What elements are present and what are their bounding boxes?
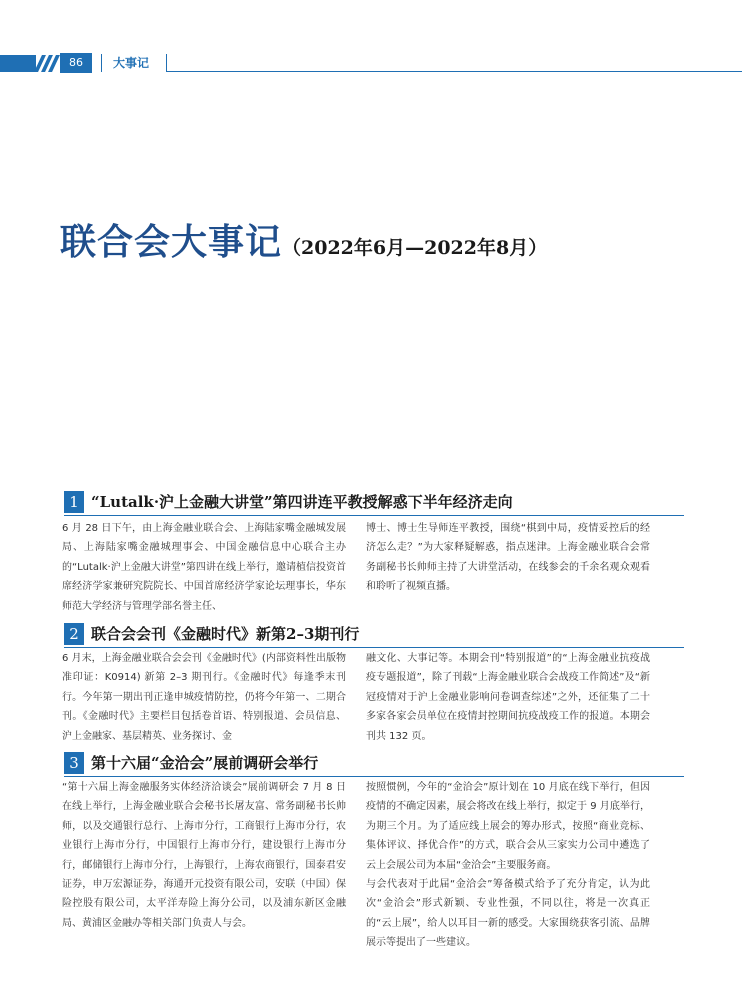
section-1-right-column — [366, 519, 650, 597]
section-2-left-column — [62, 649, 346, 746]
header-divider — [166, 54, 167, 72]
paragraph: 博士、博士生导师连平教授，围绕“棋到中局，疫情妥控后的经济怎么走？”为大家释疑解惑，指点迷津。上海金融业联合会常务副秘书长帅师主持了大讲堂活动，在线参会的千余名观众观看和聆听了视频直播。 — [366, 523, 650, 593]
section-rule — [64, 515, 684, 516]
section-rule — [64, 647, 684, 648]
section-rule — [64, 776, 684, 777]
section-3-left-column — [62, 778, 346, 933]
section-2-right-column — [366, 649, 650, 746]
section-title: 第十六届“金洽会”展前调研会举行 — [91, 754, 319, 772]
header-section-title: 大事记 — [113, 56, 150, 70]
page-number: 86 — [60, 53, 92, 73]
section-number: 1 — [64, 491, 84, 513]
page-header — [0, 50, 742, 76]
header-divider — [101, 54, 102, 72]
page-title-date-range: （2022年6月—2022年8月） — [282, 237, 548, 259]
section-1-left-column — [62, 519, 346, 616]
section-title: 联合会会刊《金融时代》新第2–3期刊行 — [91, 625, 360, 643]
section-1-heading — [64, 491, 684, 517]
section-title: “Lutalk·沪上金融大讲堂”第四讲连平教授解惑下半年经济走向 — [91, 493, 513, 511]
paragraph: “第十六届上海金融服务实体经济洽谈会”展前调研会 7 月 8 日在线上举行，上海金融业联合会秘书长屠友富、常务副秘书长帅师，以及交通银行总行、上海市分行，工商银行上海市分行，农业银行上海市分行，中国银行上海市分行，建设银行上海市分行，邮储银行上海市分行，上海银行，上海农商银行，国泰君安证券，申万宏源证券，海通开元投资有限公司，安联（中国）保险控股有限公司，太平洋寿险上海分公司，以及浦东新区金融局、黄浦区金融办等相关部门负责人与会。 — [62, 782, 346, 929]
header-rule — [166, 71, 742, 72]
paragraph: 6 月 28 日下午，由上海金融业联合会、上海陆家嘴金融城发展局、上海陆家嘴金融城理事会、中国金融信息中心联合主办的“Lutalk·沪上金融大讲堂”第四讲在线上举行，邀请植信投资首席经济学家兼研究院院长、中国首席经济学家论坛理事长，华东师范大学经济与管理学部名誉主任、 — [62, 523, 346, 612]
paragraph: 按照惯例，今年的“金洽会”原计划在 10 月底在线下举行，但因疫情的不确定因素，展会将改在线上举行，拟定于 9 月底举行，为期三个月。为了适应线上展会的筹办形式，按照“商业竞标、集体评议、择优合作”的方式，联合会从三家实力公司中遴选了云上会展公司为本届“金洽会”主要服务商。 — [366, 782, 650, 871]
page-title — [60, 214, 547, 265]
section-2-heading — [64, 623, 684, 649]
section-3-right-column — [366, 778, 650, 953]
paragraph: 6 月末，上海金融业联合会会刊《金融时代》(内部资料性出版物准印证：K0914) 新第 2–3 期刊行。《金融时代》每逢季末刊行。今年第一期出刊正逢申城疫情防控，仍将今年第一、二期合刊。《金融时代》主要栏目包括卷首语、特别报道、会员信息、沪上金融家、基层精英、业务探讨、金 — [62, 653, 346, 742]
section-number: 2 — [64, 623, 84, 645]
paragraph: 与会代表对于此届“金洽会”筹备模式给予了充分肯定，认为此次“金洽会”形式新颖、专业性强，不同以往，将是一次真正的“云上展”，给人以耳目一新的感受。大家围绕获客引流、品牌展示等提出了一些建议。 — [366, 879, 650, 949]
page-title-text: 联合会大事记 — [60, 221, 283, 263]
paragraph: 融文化、大事记等。本期会刊“特别报道”的“上海金融业抗疫战疫专题报道”，除了刊载“上海金融业联合会战疫工作简述”及“新冠疫情对于沪上金融业影响问卷调查综述”之外，还征集了二十多家各家会员单位在疫情封控期间抗疫战疫工作的报道。本期会刊共 132 页。 — [366, 653, 650, 742]
section-3-heading — [64, 752, 684, 778]
section-number: 3 — [64, 752, 84, 774]
header-accent-bar — [0, 55, 36, 72]
